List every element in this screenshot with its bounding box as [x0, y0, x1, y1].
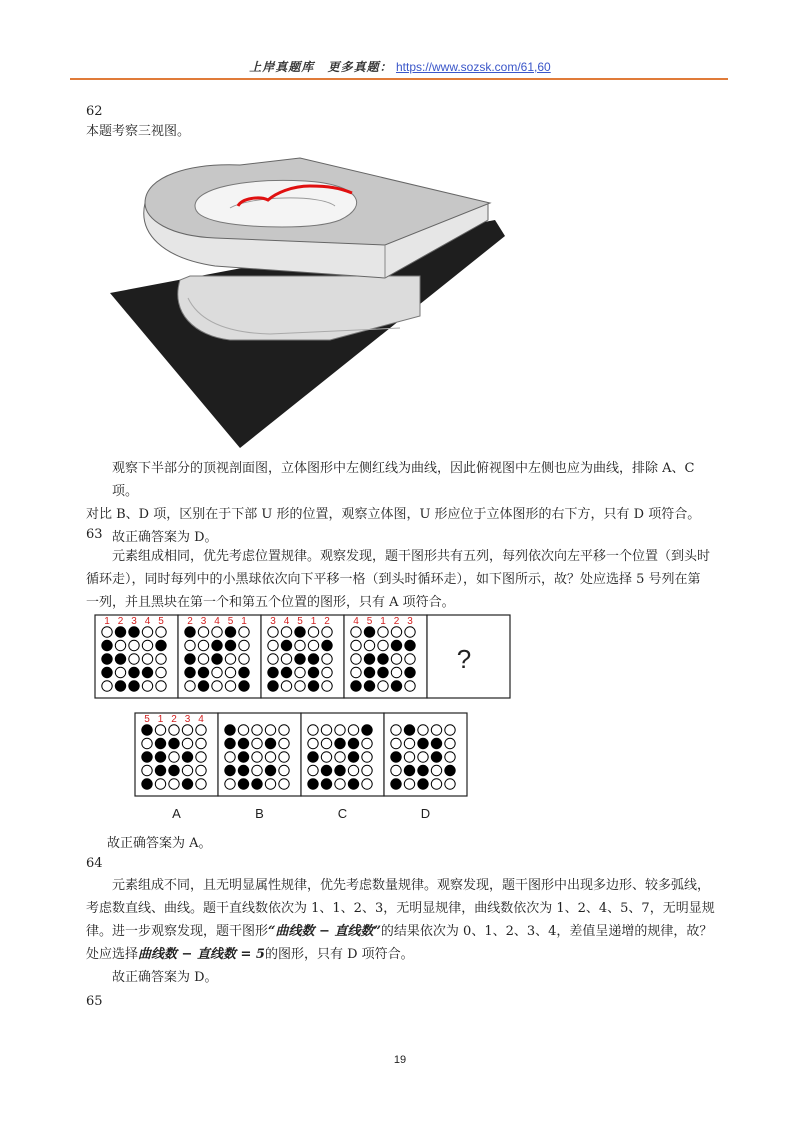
white-dot: [225, 779, 235, 789]
white-dot: [212, 667, 222, 677]
white-dot: [404, 779, 414, 789]
black-dot: [378, 654, 388, 664]
black-dot: [225, 627, 235, 637]
black-dot: [182, 752, 192, 762]
q64-formula: 曲线数 − 直线数 = 5: [138, 947, 265, 962]
question-number-64: 64: [86, 856, 103, 871]
q64-text: 律。进一步观察发现，题干图形: [86, 924, 269, 939]
q62-explanation-line: 观察下半部分的顶视剖面图，立体图形中左侧红线为曲线，因此俯视图中左侧也应为曲线，排除 A、C 项。: [112, 461, 695, 499]
black-dot: [185, 667, 195, 677]
black-dot: [182, 779, 192, 789]
white-dot: [279, 779, 289, 789]
white-dot: [238, 725, 248, 735]
white-dot: [155, 725, 165, 735]
black-dot: [169, 765, 179, 775]
white-dot: [156, 667, 166, 677]
black-dot: [405, 640, 415, 650]
black-dot: [185, 627, 195, 637]
black-dot: [115, 654, 125, 664]
white-dot: [281, 681, 291, 691]
white-dot: [155, 779, 165, 789]
white-dot: [225, 681, 235, 691]
black-dot: [431, 752, 441, 762]
white-dot: [212, 681, 222, 691]
column-number-label: 5: [297, 616, 303, 627]
white-dot: [102, 681, 112, 691]
column-number-label: 1: [241, 616, 247, 627]
column-number-label: 4: [198, 714, 204, 725]
white-dot: [308, 738, 318, 748]
white-dot: [335, 779, 345, 789]
black-dot: [418, 779, 428, 789]
column-number-label: 5: [158, 616, 164, 627]
white-dot: [321, 725, 331, 735]
white-dot: [362, 779, 372, 789]
white-dot: [351, 667, 361, 677]
black-dot: [391, 779, 401, 789]
white-dot: [182, 725, 192, 735]
black-dot: [265, 738, 275, 748]
column-number-label: 2: [393, 616, 400, 627]
white-dot: [225, 654, 235, 664]
q64-text: 的结果依次为 0、1、2、3、4，差值呈递增的规律，故？: [380, 924, 713, 939]
black-dot: [351, 681, 361, 691]
white-dot: [182, 765, 192, 775]
black-dot: [238, 779, 248, 789]
white-dot: [362, 765, 372, 775]
black-dot: [418, 765, 428, 775]
white-dot: [405, 654, 415, 664]
white-dot: [431, 779, 441, 789]
column-number-label: 1: [380, 616, 386, 627]
black-dot: [156, 640, 166, 650]
white-dot: [156, 627, 166, 637]
white-dot: [322, 654, 332, 664]
column-number-label: 2: [187, 616, 193, 627]
question-number-65: 65: [86, 994, 103, 1009]
white-dot: [308, 725, 318, 735]
white-dot: [391, 738, 401, 748]
white-dot: [239, 640, 249, 650]
black-dot: [129, 667, 139, 677]
white-dot: [391, 667, 401, 677]
black-dot: [142, 752, 152, 762]
q64-explanation-line: [86, 920, 720, 943]
white-dot: [391, 765, 401, 775]
white-dot: [239, 627, 249, 637]
white-dot: [404, 752, 414, 762]
white-dot: [295, 681, 305, 691]
black-dot: [322, 640, 332, 650]
black-dot: [405, 667, 415, 677]
column-number-label: 2: [117, 616, 124, 627]
header-link[interactable]: https://www.sozsk.com/61,60: [395, 60, 551, 74]
black-dot: [321, 765, 331, 775]
black-dot: [238, 765, 248, 775]
white-dot: [196, 752, 206, 762]
black-dot: [155, 738, 165, 748]
white-dot: [391, 627, 401, 637]
white-dot: [252, 765, 262, 775]
black-dot: [198, 681, 208, 691]
white-dot: [321, 752, 331, 762]
q64-answer: 故正确答案为 D。: [112, 970, 218, 985]
white-dot: [169, 752, 179, 762]
black-dot: [431, 738, 441, 748]
black-dot: [281, 640, 291, 650]
white-dot: [445, 725, 455, 735]
q63-answer: 故正确答案为 A。: [107, 836, 212, 851]
black-dot: [348, 779, 358, 789]
white-dot: [431, 765, 441, 775]
q62-answer: 故正确答案为 D。: [112, 530, 218, 545]
white-dot: [418, 725, 428, 735]
white-dot: [322, 627, 332, 637]
white-dot: [281, 654, 291, 664]
q64-explanation-line: 元素组成不同，且无明显属性规律，优先考虑数量规律。观察发现，题干图形中出现多边形、较多弧线，: [112, 878, 711, 893]
black-dot: [129, 681, 139, 691]
white-dot: [321, 738, 331, 748]
black-dot: [348, 738, 358, 748]
black-dot: [268, 681, 278, 691]
q64-text: 的图形，只有 D 项符合。: [264, 947, 414, 962]
white-dot: [198, 654, 208, 664]
column-number-label: 1: [310, 616, 317, 627]
black-dot: [198, 667, 208, 677]
white-dot: [362, 752, 372, 762]
white-dot: [279, 752, 289, 762]
white-dot: [142, 738, 152, 748]
q64-formula: “曲线数 − 直线数”: [268, 924, 381, 939]
option-label: B: [255, 806, 264, 821]
black-dot: [142, 667, 152, 677]
white-dot: [102, 627, 112, 637]
white-dot: [362, 738, 372, 748]
black-dot: [142, 779, 152, 789]
column-number-label: 3: [131, 616, 137, 627]
black-dot: [102, 640, 112, 650]
white-dot: [378, 681, 388, 691]
white-dot: [322, 667, 332, 677]
white-dot: [445, 779, 455, 789]
white-dot: [348, 725, 358, 735]
white-dot: [268, 627, 278, 637]
white-dot: [182, 738, 192, 748]
black-dot: [129, 627, 139, 637]
header-more-label: 更多真题：: [327, 60, 393, 74]
q63-explanation-line: 循环走），同时每列中的小黑球依次向下平移一格（到头时循环走），如下图所示，故？处应选择 5 号列在第: [86, 572, 701, 587]
black-dot: [445, 765, 455, 775]
black-dot: [225, 725, 235, 735]
black-dot: [391, 752, 401, 762]
white-dot: [142, 627, 152, 637]
white-dot: [115, 667, 125, 677]
black-dot: [268, 667, 278, 677]
white-dot: [308, 765, 318, 775]
white-dot: [378, 640, 388, 650]
column-number-label: 1: [157, 714, 164, 725]
black-dot: [212, 654, 222, 664]
page-number: 19: [393, 1054, 407, 1066]
white-dot: [142, 765, 152, 775]
black-dot: [335, 738, 345, 748]
white-dot: [279, 738, 289, 748]
q62-explanation-line: 对比 B、D 项，区别在于下部 U 形的位置，观察立体图，U 形应位于立体图形的右下方，只有 D 项符合。: [86, 507, 701, 522]
black-dot: [252, 779, 262, 789]
white-dot: [405, 681, 415, 691]
white-dot: [364, 640, 374, 650]
black-dot: [308, 681, 318, 691]
white-dot: [129, 654, 139, 664]
q62-intro: 本题考察三视图。: [86, 124, 191, 139]
black-dot: [225, 765, 235, 775]
black-dot: [265, 765, 275, 775]
option-label: A: [172, 806, 181, 821]
black-dot: [362, 725, 372, 735]
q63-explanation-line: 元素组成相同，优先考虑位置规律。观察发现，题干图形共有五列，每列依次向左平移一个位置（到头时: [112, 549, 711, 564]
black-dot: [364, 681, 374, 691]
black-dot: [238, 752, 248, 762]
column-number-label: 4: [353, 616, 359, 627]
black-dot: [364, 627, 374, 637]
black-dot: [391, 681, 401, 691]
white-dot: [225, 752, 235, 762]
question-number-62: 62: [86, 104, 103, 119]
white-dot: [142, 654, 152, 664]
white-dot: [156, 681, 166, 691]
white-dot: [348, 765, 358, 775]
black-dot: [364, 654, 374, 664]
column-number-label: 3: [200, 616, 207, 627]
white-dot: [252, 752, 262, 762]
white-dot: [169, 725, 179, 735]
black-dot: [308, 752, 318, 762]
column-number-label: 3: [270, 616, 276, 627]
white-dot: [308, 627, 318, 637]
black-dot: [155, 752, 165, 762]
column-number-label: 5: [144, 714, 150, 725]
column-number-label: 4: [283, 616, 290, 627]
white-dot: [225, 667, 235, 677]
q64-explanation: [86, 874, 720, 989]
white-dot: [445, 752, 455, 762]
white-dot: [404, 738, 414, 748]
black-dot: [335, 765, 345, 775]
q63-explanation-line: 一列，并且黑块在第一个和第五个位置的图形，只有 A 项符合。: [86, 595, 455, 610]
white-dot: [265, 725, 275, 735]
white-dot: [239, 654, 249, 664]
white-dot: [279, 725, 289, 735]
black-dot: [321, 779, 331, 789]
white-dot: [281, 627, 291, 637]
black-dot: [418, 738, 428, 748]
white-dot: [142, 640, 152, 650]
q63-options-row: [135, 713, 467, 821]
black-dot: [404, 765, 414, 775]
q63-question-mark: ?: [456, 644, 472, 674]
q64-explanation-line: [86, 943, 720, 966]
black-dot: [238, 738, 248, 748]
black-dot: [225, 640, 235, 650]
white-dot: [279, 765, 289, 775]
white-dot: [142, 681, 152, 691]
black-dot: [391, 640, 401, 650]
white-dot: [185, 681, 195, 691]
black-dot: [185, 654, 195, 664]
option-label: D: [420, 806, 431, 821]
black-dot: [239, 681, 249, 691]
black-dot: [281, 667, 291, 677]
white-dot: [169, 779, 179, 789]
white-dot: [129, 640, 139, 650]
black-dot: [115, 681, 125, 691]
white-dot: [212, 627, 222, 637]
white-dot: [196, 779, 206, 789]
white-dot: [378, 627, 388, 637]
white-dot: [351, 654, 361, 664]
white-dot: [268, 654, 278, 664]
white-dot: [308, 640, 318, 650]
column-number-label: 3: [184, 714, 191, 725]
white-dot: [196, 738, 206, 748]
white-dot: [198, 627, 208, 637]
black-dot: [364, 667, 374, 677]
white-dot: [295, 667, 305, 677]
white-dot: [445, 738, 455, 748]
white-dot: [335, 725, 345, 735]
black-dot: [239, 667, 249, 677]
column-number-label: 5: [227, 616, 234, 627]
black-dot: [378, 667, 388, 677]
column-number-label: 4: [144, 616, 151, 627]
header-brand: 上岸真题库: [249, 60, 315, 74]
q63-question-row: [95, 615, 510, 698]
white-dot: [351, 627, 361, 637]
white-dot: [405, 627, 415, 637]
white-dot: [295, 640, 305, 650]
white-dot: [431, 725, 441, 735]
black-dot: [308, 654, 318, 664]
column-number-label: 2: [171, 714, 177, 725]
q64-explanation-line: 考虑数直线、曲线。题干直线数依次为 1、1、2、3，无明显规律，曲线数依次为 1、2、4、5、7，无明显规: [86, 901, 715, 916]
black-dot: [212, 640, 222, 650]
q64-text: 处应选择: [86, 947, 139, 962]
black-dot: [155, 765, 165, 775]
white-dot: [418, 752, 428, 762]
column-number-label: 3: [407, 616, 413, 627]
white-dot: [196, 765, 206, 775]
white-dot: [265, 752, 275, 762]
column-number-label: 1: [104, 616, 110, 627]
black-dot: [308, 667, 318, 677]
black-dot: [295, 654, 305, 664]
white-dot: [252, 725, 262, 735]
white-dot: [252, 738, 262, 748]
column-number-label: 2: [324, 616, 330, 627]
white-dot: [335, 752, 345, 762]
black-dot: [225, 738, 235, 748]
black-dot: [169, 738, 179, 748]
black-dot: [308, 779, 318, 789]
white-dot: [268, 640, 278, 650]
black-dot: [102, 654, 112, 664]
white-dot: [265, 779, 275, 789]
option-label: C: [337, 806, 348, 821]
column-number-label: 5: [366, 616, 373, 627]
question-number-63: 63: [86, 527, 103, 542]
white-dot: [115, 640, 125, 650]
black-dot: [404, 725, 414, 735]
white-dot: [391, 725, 401, 735]
white-dot: [185, 640, 195, 650]
black-dot: [115, 627, 125, 637]
white-dot: [196, 725, 206, 735]
white-dot: [322, 681, 332, 691]
black-dot: [348, 752, 358, 762]
black-dot: [295, 627, 305, 637]
column-number-label: 4: [214, 616, 220, 627]
black-dot: [142, 725, 152, 735]
black-dot: [102, 667, 112, 677]
white-dot: [391, 654, 401, 664]
white-dot: [198, 640, 208, 650]
white-dot: [351, 640, 361, 650]
white-dot: [156, 654, 166, 664]
